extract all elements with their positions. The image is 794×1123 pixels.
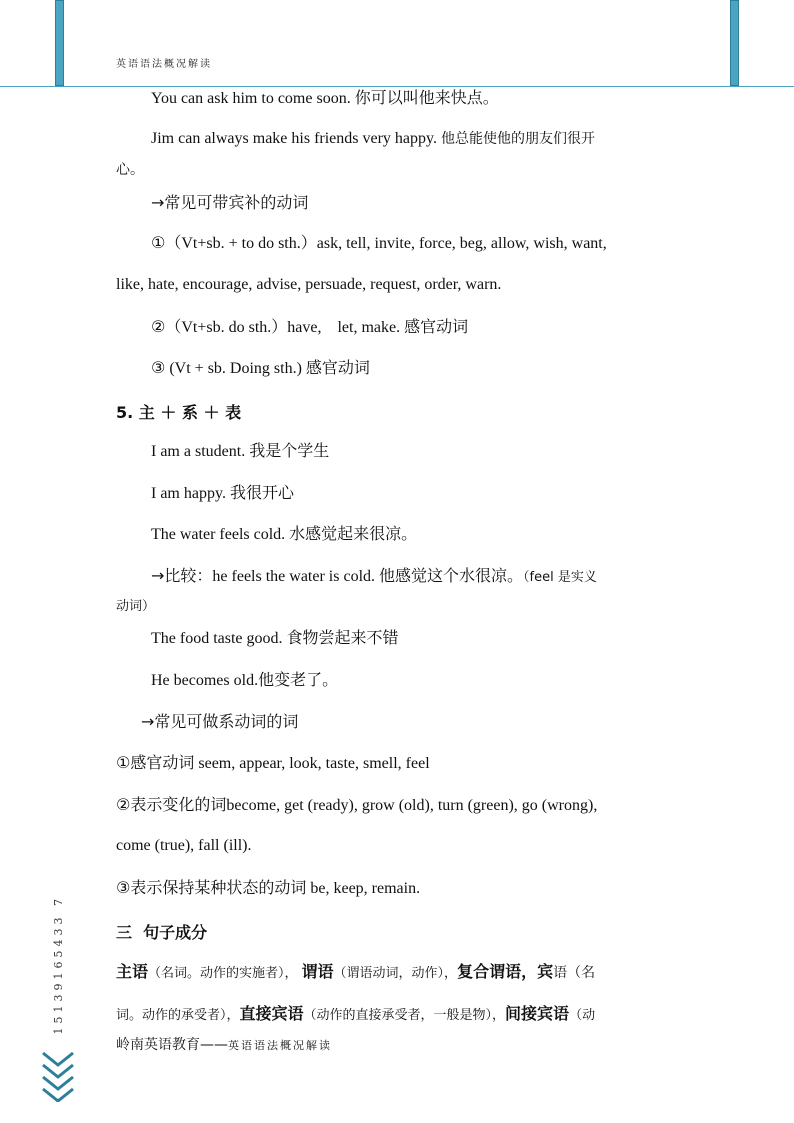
- section-heading: 三 句子成分: [116, 923, 208, 942]
- circled-number: ②: [151, 317, 166, 336]
- header-divider: [0, 86, 794, 87]
- side-phone-number: 15139165433 7: [52, 895, 65, 1035]
- chinese-text: 食物尝起来不错: [286, 628, 399, 647]
- example-line: [151, 524, 417, 545]
- english-text: The water feels cold.: [151, 526, 286, 543]
- chinese-text: 他变老了。: [258, 670, 339, 689]
- example-line: [151, 483, 294, 504]
- section-note: →常见可带宾补的动词: [151, 193, 309, 212]
- comparison-label: →比较：: [151, 566, 213, 585]
- verb-list: become, get (ready), grow (old), turn (green), go (wrong),: [226, 797, 598, 814]
- example-line: [151, 88, 499, 109]
- category-label: ①感官动词: [116, 753, 195, 772]
- english-text: He becomes old.: [151, 672, 259, 689]
- term: 直接宾语: [239, 1004, 304, 1023]
- linking-verb-line: [116, 753, 430, 774]
- verb-list-line: [151, 233, 607, 254]
- verb-list: seem, appear, look, taste, smell, feel: [198, 755, 430, 772]
- term-note: （动作的直接承受者，一般是物），: [303, 1008, 506, 1023]
- header-accent-bar-right: [730, 0, 739, 86]
- term-note: （谓语动词，动作），: [333, 966, 458, 981]
- english-text: Jim can always make his friends very happy.: [151, 130, 437, 147]
- term: 复合谓语，宾: [457, 962, 554, 981]
- linking-verb-line: [116, 795, 597, 816]
- section-heading: [116, 400, 241, 423]
- term-note: 词。动作的承受者），: [116, 1008, 240, 1023]
- verb-list: be, keep, remain.: [310, 880, 421, 897]
- term-note: 语（名: [553, 965, 596, 981]
- section-note: →常见可做系动词的词: [141, 712, 299, 731]
- english-text: I am a student.: [151, 443, 246, 460]
- linking-verb-line: [116, 878, 420, 899]
- category-label: ③表示保持某种状态的动词: [116, 878, 307, 897]
- chinese-text: 我很开心: [229, 483, 294, 502]
- example-line: [151, 441, 329, 462]
- section-number: 5.: [116, 403, 134, 422]
- chinese-text: 感官动词: [305, 358, 370, 377]
- chinese-text: 我是个学生: [249, 441, 330, 460]
- chinese-text: 他感觉这个水很凉。: [379, 566, 524, 585]
- example-line: [151, 670, 338, 691]
- term: 谓语: [301, 962, 334, 981]
- note-continuation: 动词）: [116, 599, 156, 614]
- section-title: 主 ＋ 系 ＋ 表: [138, 403, 242, 422]
- term-note: （动: [569, 1008, 596, 1023]
- example-line: [151, 628, 399, 649]
- chinese-text: 感官动词: [404, 317, 469, 336]
- category-label: ②表示变化的词: [116, 795, 227, 814]
- footer-doc-title: 英语语法概况解读: [228, 1039, 332, 1052]
- term-note: （名词。动作的实施者），: [148, 966, 298, 981]
- comparison-line: [151, 566, 597, 588]
- sentence-components-line: [116, 1004, 595, 1026]
- verb-list-continuation: come (true), fall (ill).: [116, 837, 252, 854]
- verb-list: (Vt + sb. Doing sth.): [169, 360, 302, 377]
- sentence-components-line: [116, 962, 595, 984]
- verb-list: （Vt+sb. do sth.）have, let, make.: [165, 319, 401, 336]
- circled-number: ①: [151, 233, 166, 252]
- header-accent-bar-left: [55, 0, 64, 86]
- english-text: The food taste good.: [151, 630, 283, 647]
- english-text: I am happy.: [151, 485, 226, 502]
- verb-list-line: [151, 317, 468, 338]
- english-text: he feels the water is cold.: [212, 568, 376, 585]
- continuation-text: 心。: [116, 162, 144, 178]
- note-text: （feel 是实义: [523, 570, 597, 585]
- footer: [116, 1034, 332, 1054]
- chevron-down-icon: [40, 1050, 76, 1102]
- footer-brand: 岭南英语教育——: [116, 1037, 228, 1053]
- circled-number: ③: [151, 358, 166, 377]
- verb-list-continuation: like, hate, encourage, advise, persuade, request, order, warn.: [116, 276, 502, 293]
- term: 间接宾语: [505, 1004, 570, 1023]
- example-line: [151, 129, 595, 149]
- verb-list: （Vt+sb. + to do sth.）ask, tell, invite, force, beg, allow, wish, want,: [165, 235, 607, 252]
- term: 主语: [116, 962, 149, 981]
- english-text: You can ask him to come soon.: [151, 90, 351, 107]
- header-title: 英语语法概况解读: [116, 59, 212, 70]
- chinese-text: 水感觉起来很凉。: [289, 524, 418, 543]
- chinese-text: 他总能使他的朋友们很开: [441, 131, 595, 147]
- chinese-text: 你可以叫他来快点。: [354, 88, 499, 107]
- verb-list-line: [151, 358, 370, 379]
